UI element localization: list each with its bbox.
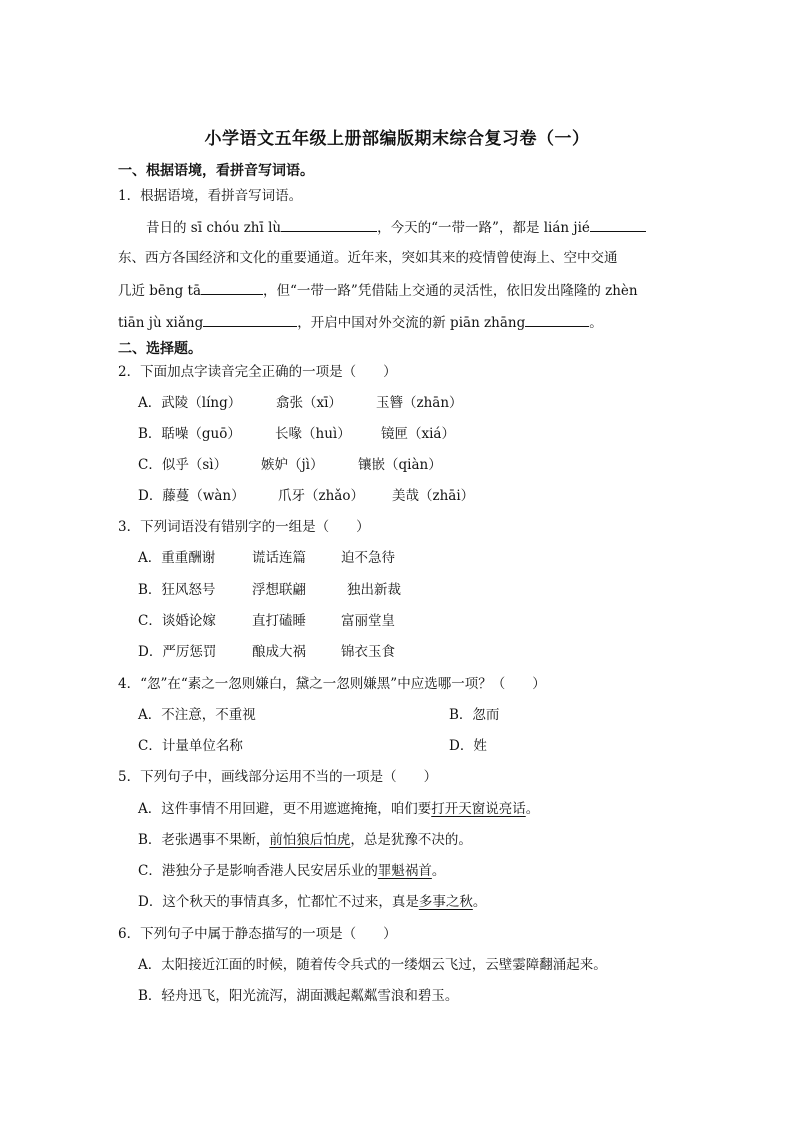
q3-option-d-1[interactable]: D．严厉惩罚 bbox=[138, 644, 217, 660]
q5-d-end: 。 bbox=[472, 894, 487, 910]
q2-option-d-3: 美哉（zhāi） bbox=[392, 488, 475, 504]
q1-text-1b: ，今天的“一带一路”，都是 lián jié bbox=[377, 220, 590, 236]
question-5-stem: 5．下列句子中，画线部分运用不当的一项是（ ） bbox=[118, 769, 438, 785]
q4-option-c[interactable]: C．计量单位名称 bbox=[138, 738, 243, 754]
q3-option-d-2: 酿成大祸 bbox=[252, 644, 306, 660]
q2-option-a-1[interactable]: A．武陵（líng） bbox=[138, 395, 242, 411]
q1-text-4a: tiān jù xiǎng bbox=[118, 315, 204, 331]
q6-option-b[interactable]: B．轻舟迅飞，阳光流泻，湖面溅起粼粼雪浪和碧玉。 bbox=[138, 988, 459, 1004]
q3-option-c-3: 富丽堂皇 bbox=[341, 613, 395, 629]
answer-blank-1[interactable] bbox=[281, 216, 377, 232]
q5-a-text: A．这件事情不用回避，更不用遮遮掩掩，咱们要 bbox=[138, 801, 432, 817]
question-6-stem: 6．下列句子中属于静态描写的一项是（ ） bbox=[118, 926, 397, 942]
q2-option-a-3: 玉簪（zhān） bbox=[376, 395, 463, 411]
question-1-line-2: 东、西方各国经济和文化的重要通道。近年来，突如其来的疫情曾使海上、空中交通 bbox=[118, 250, 618, 266]
q2-option-a-2: 翕张（xī） bbox=[276, 395, 342, 411]
q5-c-end: 。 bbox=[431, 863, 446, 879]
q4-option-b[interactable]: B．忽而 bbox=[449, 707, 500, 723]
q5-b-underlined: 前怕狼后怕虎 bbox=[269, 832, 351, 848]
q5-d-underlined: 多事之秋 bbox=[418, 894, 473, 910]
q5-c-text: C．港独分子是影响香港人民安居乐业的 bbox=[138, 863, 378, 879]
q2-option-b-1[interactable]: B．聒噪（guō） bbox=[138, 426, 241, 442]
q2-option-b-3: 镜匣（xiá） bbox=[381, 426, 455, 442]
q1-text-4b: ，开启中国对外交流的新 piān zhāng bbox=[297, 315, 526, 331]
q5-a-underlined: 打开天窗说亮话 bbox=[431, 801, 526, 817]
q5-b-end: ，总是犹豫不决的。 bbox=[350, 832, 472, 848]
question-1-line-3 bbox=[118, 279, 638, 301]
q5-option-a[interactable] bbox=[138, 799, 539, 819]
q5-option-c[interactable] bbox=[138, 861, 445, 881]
q5-d-text: D．这个秋天的事情真多，忙都忙不过来，真是 bbox=[138, 894, 419, 910]
q2-option-d-2: 爪牙（zhǎo） bbox=[278, 488, 364, 504]
q3-option-a-3: 迫不急待 bbox=[341, 550, 395, 566]
q4-option-a[interactable]: A．不注意，不重视 bbox=[138, 707, 256, 723]
answer-blank-5[interactable] bbox=[525, 311, 589, 327]
question-1-stem: 1．根据语境，看拼音写词语。 bbox=[118, 188, 303, 204]
q1-text-1a: 昔日的 sī chóu zhī lù bbox=[146, 220, 282, 236]
answer-blank-4[interactable] bbox=[203, 311, 297, 327]
q3-option-b-3: 独出新裁 bbox=[347, 582, 401, 598]
q3-option-a-2: 谎话连篇 bbox=[252, 550, 306, 566]
q2-option-d-1[interactable]: D．藤蔓（wàn） bbox=[138, 488, 245, 504]
q5-c-underlined: 罪魁祸首 bbox=[377, 863, 432, 879]
question-4-stem: 4．“忽”在“素之一忽则嫌白，黛之一忽则嫌黑”中应选哪一项？（ ） bbox=[118, 676, 546, 692]
q5-option-b[interactable] bbox=[138, 830, 472, 850]
q5-a-end: 。 bbox=[525, 801, 540, 817]
q3-option-b-2: 浮想联翩 bbox=[252, 582, 306, 598]
page-title: 小学语文五年级上册部编版期末综合复习卷（一） bbox=[204, 129, 590, 149]
q1-text-3a: 几近 bēng tā bbox=[118, 283, 202, 299]
question-3-stem: 3．下列词语没有错别字的一组是（ ） bbox=[118, 519, 370, 535]
answer-blank-3[interactable] bbox=[201, 279, 263, 295]
question-2-stem: 2．下面加点字读音完全正确的一项是（ ） bbox=[118, 364, 397, 380]
section-heading-2: 二、选择题。 bbox=[118, 341, 202, 357]
q4-option-d[interactable]: D．姓 bbox=[449, 738, 487, 754]
section-heading-1: 一、根据语境，看拼音写词语。 bbox=[118, 163, 314, 179]
q2-option-c-3: 镶嵌（qiàn） bbox=[358, 457, 442, 473]
question-1-line-1 bbox=[146, 216, 646, 238]
q2-option-b-2: 长喙（huì） bbox=[275, 426, 351, 442]
q3-option-a-1[interactable]: A．重重酬谢 bbox=[138, 550, 216, 566]
q3-option-c-2: 直打磕睡 bbox=[252, 613, 306, 629]
q3-option-b-1[interactable]: B．狂风怒号 bbox=[138, 582, 216, 598]
q3-option-c-1[interactable]: C．谈婚论嫁 bbox=[138, 613, 216, 629]
q1-text-4c: 。 bbox=[589, 315, 603, 331]
answer-blank-2[interactable] bbox=[590, 216, 646, 232]
q5-option-d[interactable] bbox=[138, 892, 486, 912]
q3-option-d-3: 锦衣玉食 bbox=[341, 644, 395, 660]
q1-text-3b: ，但“一带一路”凭借陆上交通的灵活性，依旧发出隆隆的 zhèn bbox=[263, 283, 638, 299]
q2-option-c-1[interactable]: C．似乎（sì） bbox=[138, 457, 228, 473]
q5-b-text: B．老张遇事不果断， bbox=[138, 832, 270, 848]
q6-option-a[interactable]: A．太阳接近江面的时候，随着传令兵式的一缕烟云飞过，云壁霎障翻涌起来。 bbox=[138, 957, 607, 973]
q2-option-c-2: 嫉妒（jì） bbox=[261, 457, 324, 473]
question-1-line-4 bbox=[118, 311, 603, 333]
